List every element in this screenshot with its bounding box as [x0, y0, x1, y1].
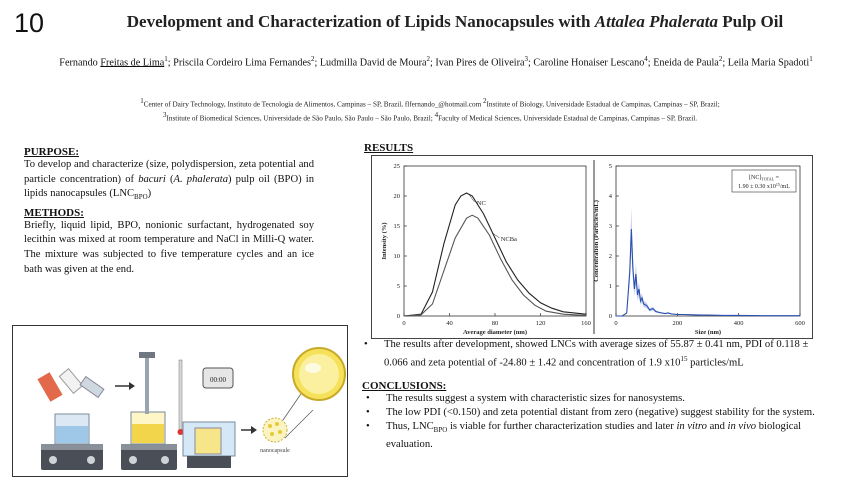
x-tick-label: 600 [795, 320, 805, 327]
annotation-line-1 [749, 175, 780, 182]
conclusion3-d: biological evaluation. [386, 421, 802, 450]
y-tick-label: 3 [608, 223, 612, 230]
author-name: Leila Maria Spadoti [727, 57, 810, 69]
conclusion-item [366, 420, 842, 452]
annotation-text: [NC] [749, 175, 762, 181]
x-tick-label: 200 [672, 320, 683, 327]
poster-number: 10 [14, 8, 45, 38]
author-affil-sup: 3 [524, 55, 529, 63]
y-tick-label: 5 [396, 283, 400, 290]
author-sep: ; [647, 57, 654, 69]
affiliation-1: Center of Dairy Technology, Instituto de Tecnologia de Alimentos, Campinas – SP, Brazil, flfernando_@hotmail.com [143, 100, 483, 109]
y-tick-label: 0 [396, 313, 400, 320]
charts-svg [372, 156, 812, 338]
author-sep: ; [167, 57, 174, 69]
title-part1: Development and Characterization of Lipids Nanocapsules with [126, 12, 595, 31]
ice-bath [183, 422, 235, 468]
pipette-bottle-red [37, 369, 103, 402]
x-tick-label: 80 [491, 320, 499, 327]
y-axis-label: Intensity (%) [381, 222, 388, 260]
author-name: Fernando [59, 57, 101, 69]
y-tick-label: 10 [393, 253, 400, 260]
annotation-sup: 15 [775, 182, 780, 187]
conclusion3-sub: BPO [433, 426, 448, 435]
conclusion3-a: Thus, LNC [386, 421, 434, 433]
x-tick-label: 160 [581, 320, 591, 327]
y-tick-label: 2 [608, 253, 612, 260]
arrow-head-icon [129, 382, 135, 390]
purpose-heading: PURPOSE: [24, 146, 79, 158]
conclusion3-italic-2: in vivo [727, 421, 757, 433]
purpose-text-4: ) [147, 188, 152, 200]
bullet-icon: • [366, 407, 370, 419]
annotation-line-2 [738, 182, 790, 190]
results-bullet [364, 337, 834, 371]
annotation-text: /mL [779, 184, 790, 190]
affiliation-4: Faculty of Medical Sciences, Universidade Estadual de Campinas, Campinas – SP, Brazil. [438, 114, 697, 123]
conclusion-item [366, 406, 842, 420]
y-tick-label: 15 [393, 223, 400, 230]
conclusion3-b: is viable for further characterization studies and later [447, 421, 677, 433]
purpose-italic-2: A. phalerata [173, 173, 228, 185]
author-name: Priscila Cordeiro Lima Fernandes [173, 57, 311, 69]
lab-illustration-svg [13, 326, 347, 476]
x-tick-label: 0 [402, 320, 406, 327]
arrow-head-icon [251, 426, 257, 434]
results-bullet-row [364, 337, 834, 371]
beaker-2 [131, 352, 165, 444]
chart-intensity [381, 163, 591, 336]
author-sep: ; [430, 57, 436, 69]
author-affil-sup: 2 [426, 55, 430, 63]
timer-label: 00:00 [210, 376, 226, 384]
author-affil-sup: 4 [644, 55, 648, 63]
author-name: Eneida de Paula [653, 57, 719, 69]
purpose-italic-1: bacuri [138, 173, 166, 185]
results-bullet-text [384, 337, 834, 371]
bullet-icon: • [366, 393, 370, 404]
author-list [40, 52, 832, 70]
results-charts [371, 155, 813, 339]
y-axis-label: Concentration (Particles/mL) [593, 200, 600, 282]
series-line-ncba [404, 215, 586, 316]
x-tick-label: 0 [614, 320, 618, 327]
conclusions-section [362, 380, 842, 452]
affil-sup: 4 [434, 111, 439, 120]
conclusion3-italic-1: in vitro [676, 421, 707, 433]
y-tick-label: 1 [608, 283, 612, 290]
stirrer-plate-1 [41, 444, 103, 470]
methods-text: Briefly, liquid lipid, BPO, nonionic surfactant, hydrogenated soy lecithin was mixed at room temperature and NaCl in Milli-Q water. The mixture was subjected to five temperature cycles and an ice bath was given at the end. [24, 219, 314, 275]
author-sep: ; [528, 57, 534, 69]
series-label-nc: NC [476, 200, 486, 207]
lab-illustration [12, 325, 348, 477]
beaker-1 [55, 414, 89, 444]
bullet-icon: • [366, 421, 370, 433]
series-label-ncba: NCBa [500, 236, 517, 243]
series-line-nc [404, 193, 586, 316]
conclusion-item [366, 392, 842, 406]
x-tick-label: 400 [733, 320, 744, 327]
y-tick-label: 0 [608, 313, 612, 320]
author-name: Caroline Honaiser Lescano [533, 57, 645, 69]
author-affil-sup: 1 [809, 55, 813, 63]
affiliation-3: Institute of Biomedical Sciences, Universidade de São Paulo, São Paulo – São Paulo, Brazil; [166, 114, 435, 123]
author-sep: ; [722, 57, 728, 69]
timer-icon [203, 368, 233, 388]
affiliations [30, 96, 830, 125]
affil-sup: 2 [482, 97, 487, 105]
presenting-author: Freitas de Lima [100, 57, 165, 69]
title-part2: Pulp Oil [718, 12, 784, 31]
nanocapsule-cluster [263, 418, 287, 442]
conclusion-text: The results suggest a system with characteristic sizes for nanosystems. [386, 393, 685, 404]
poster-title [60, 12, 850, 32]
stirrer-plate-2 [121, 444, 177, 470]
purpose-text-2: ( [165, 173, 174, 185]
results-bullet-text-main: The results after development, showed LNCs with average sizes of 55.87 ± 0.41 nm, PDI of 0.118 ± 0.066 and zeta potential of -24.80 ± 1.42 and concentration of 1.9 x10 [384, 339, 809, 369]
series-line-concentration [616, 229, 800, 316]
author-name: Ivan Pires de Oliveira [435, 57, 525, 69]
annotation-text: = [774, 175, 779, 181]
methods-heading-text: METHODS: [24, 206, 84, 219]
y-tick-label: 5 [608, 163, 612, 170]
affil-sup: 1 [140, 97, 144, 105]
conclusions-heading: CONCLUSIONS: [362, 380, 447, 392]
author-affil-sup: 2 [310, 55, 315, 63]
methods-heading [24, 207, 314, 219]
bullet-icon: • [364, 339, 368, 350]
annotation-text: 1.90 ± 0.30 x10 [738, 184, 776, 190]
x-axis-label: Size (nm) [694, 329, 722, 336]
purpose-sub: BPO [134, 193, 148, 202]
x-tick-label: 120 [535, 320, 546, 327]
results-bullet-text-end: particles/mL [687, 357, 744, 369]
author-affil-sup: 1 [164, 55, 168, 63]
nanocapsule-caption: nanocapsule [260, 448, 290, 454]
affil-sup: 3 [163, 111, 167, 120]
author-affil-sup: 2 [718, 55, 723, 63]
annotation-sub: TOTAL [761, 176, 775, 182]
purpose-text-1: To develop and characterize (size, polydispersion, zeta potential and particle concentration) of [24, 159, 314, 185]
x-tick-label: 40 [446, 320, 453, 327]
y-tick-label: 20 [393, 193, 400, 200]
nanocapsule-detail [293, 348, 345, 400]
series-error-band [616, 207, 800, 316]
y-tick-label: 25 [393, 163, 400, 170]
author-sep: ; [314, 57, 320, 69]
zoom-line [285, 410, 313, 438]
author-name: Ludmilla David de Moura [319, 57, 427, 69]
title-italic: Attalea Phalerata [594, 12, 719, 31]
results-heading: RESULTS [364, 142, 414, 154]
x-axis-label: Average diameter (nm) [462, 329, 528, 336]
y-tick-label: 4 [608, 193, 612, 200]
affiliation-2: Institute of Biology, Universidade Estadual de Campinas, Campinas – SP, Brazil; [486, 100, 720, 109]
conclusion3-c: and [706, 421, 728, 433]
purpose-text-3: ) pulp oil (BPO) in lipids nanocapsules (LNC [24, 173, 315, 200]
chart-concentration [593, 163, 805, 336]
purpose-text [24, 158, 314, 205]
conclusion-text [386, 420, 842, 452]
results-bullet-sup: 15 [680, 355, 688, 363]
conclusion-text: The low PDI (<0.150) and zeta potential distant from zero (negative) suggest stability for the system. [386, 407, 815, 419]
left-column [24, 146, 314, 277]
